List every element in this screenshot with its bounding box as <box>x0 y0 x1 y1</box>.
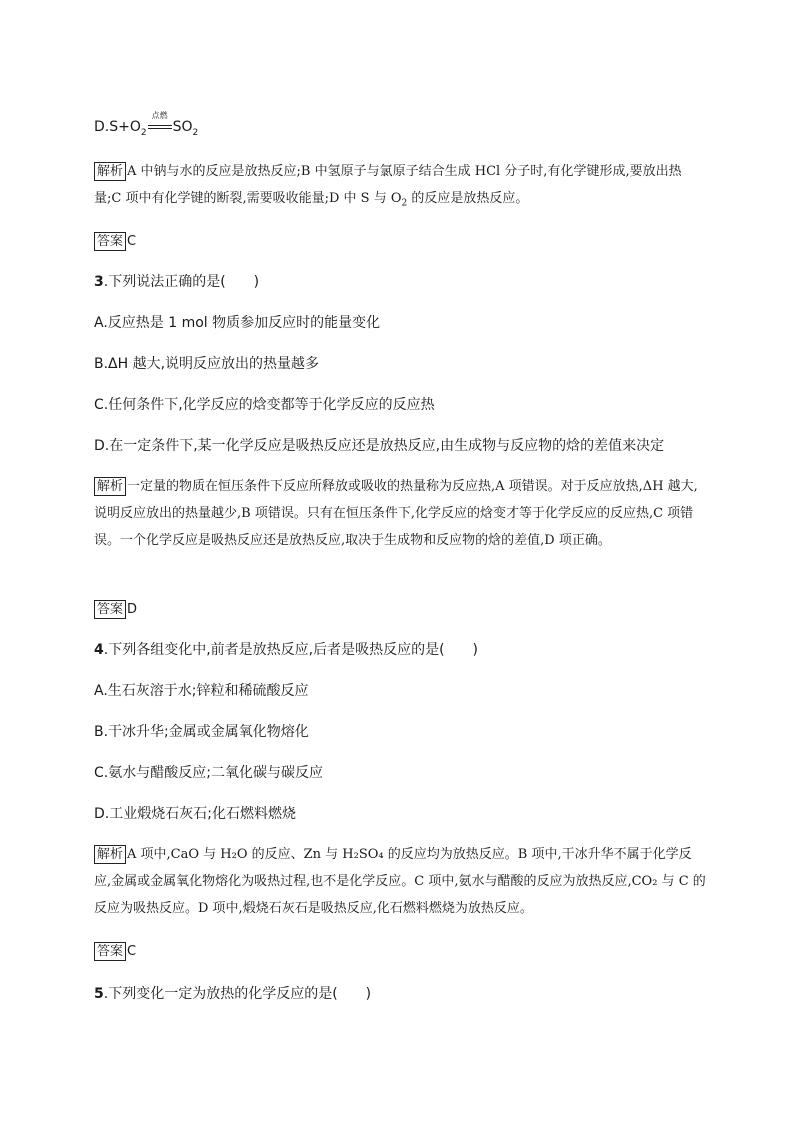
q2-explanation <box>94 158 706 218</box>
option-text: D.S+O <box>94 119 141 135</box>
q3-option-c: C.任何条件下,化学反应的焓变都等于化学反应的反应热 <box>94 397 435 413</box>
question-number: 3 <box>94 274 104 290</box>
subscript: 2 <box>192 127 199 138</box>
explanation-text: 一定量的物质在恒压条件下反应所释放或吸收的热量称为反应热,A 项错误。对于反应放热,ΔH 越大,说明反应放出的热量越少,B 项错误。只有在恒压条件下,化学反应的焓变才等于化学反应的反应热,C 项错误。一个化学反应是吸热反应还是放热反应,取决于生成物和反应物的焓的差值,D 项正确。 <box>94 479 698 548</box>
explanation-text: A 中钠与水的反应是放热反应;B 中氢原子与氯原子结合生成 HCl 分子时,有化学键形成,要放出热量;C 项中有化学键的断裂,需要吸收能量;D 中 S 与 O <box>94 164 682 206</box>
q3-answer <box>94 600 137 619</box>
double-line-sign <box>148 125 172 129</box>
answer-value: C <box>127 944 137 959</box>
product-text: SO <box>172 119 193 135</box>
q4-option-d: D.工业煅烧石灰石;化石燃料燃烧 <box>94 806 296 822</box>
answer-tag: 答案 <box>94 232 126 251</box>
question-number: 4 <box>94 642 104 658</box>
explanation-tag: 解析 <box>94 477 126 496</box>
explanation-tag: 解析 <box>94 845 126 864</box>
q4-stem <box>94 641 478 659</box>
answer-value: D <box>127 602 138 617</box>
explanation-text: A 项中,CaO 与 H₂O 的反应、Zn 与 H₂SO₄ 的反应均为放热反应。B 项中,干冰升华不属于化学反应,金属或金属氧化物熔化为吸热过程,也不是化学反应。C 项中,氨水与醋酸的反应为放热反应,CO₂ 与 C 的反应为吸热反应。D 项中,煅烧石灰石是吸热反应,化石燃料燃烧为放热反应。 <box>94 847 706 916</box>
q3-stem <box>94 273 259 291</box>
q4-option-b: B.干冰升华;金属或金属氧化物熔化 <box>94 724 309 740</box>
q5-stem <box>94 985 371 1003</box>
condition-label: 点燃 <box>151 111 168 120</box>
explanation-tag: 解析 <box>94 162 126 181</box>
q4-explanation <box>94 841 706 922</box>
subscript: 2 <box>401 198 408 209</box>
q3-option-a: A.反应热是 1 mol 物质参加反应时的能量变化 <box>94 315 381 331</box>
explanation-text-end: 的反应是放热反应。 <box>407 191 529 206</box>
question-text: .下列各组变化中,前者是放热反应,后者是吸热反应的是( ) <box>103 642 479 658</box>
q2-answer <box>94 232 136 251</box>
answer-value: C <box>127 234 137 249</box>
answer-tag: 答案 <box>94 600 126 619</box>
q2-option-d <box>94 111 199 142</box>
question-number: 5 <box>94 986 104 1002</box>
q4-option-a: A.生石灰溶于水;锌粒和稀硫酸反应 <box>94 683 309 699</box>
answer-tag: 答案 <box>94 942 126 961</box>
question-text: .下列变化一定为放热的化学反应的是( ) <box>103 986 372 1002</box>
q4-option-c: C.氨水与醋酸反应;二氧化碳与碳反应 <box>94 765 323 781</box>
q3-explanation <box>94 473 706 554</box>
q3-option-b: B.ΔH 越大,说明反应放出的热量越多 <box>94 356 320 372</box>
subscript: 2 <box>140 127 147 138</box>
question-text: .下列说法正确的是( ) <box>103 274 260 290</box>
q3-option-d: D.在一定条件下,某一化学反应是吸热反应还是放热反应,由生成物与反应物的焓的差值来决定 <box>94 438 665 454</box>
q4-answer <box>94 942 136 961</box>
reaction-condition <box>147 111 173 136</box>
